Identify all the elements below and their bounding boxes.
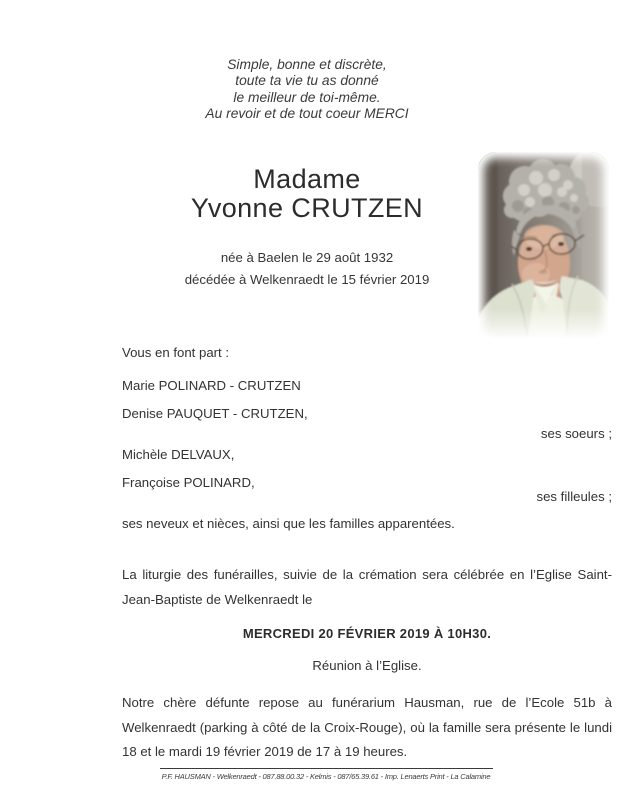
goddaughter-name: Françoise POLINARD, <box>122 475 255 490</box>
epitaph <box>0 57 614 123</box>
sister-name: Denise PAUQUET - CRUTZEN, <box>122 406 308 421</box>
sisters-label: ses soeurs ; <box>540 426 612 441</box>
ceremony-datetime: MERCREDI 20 FÉVRIER 2019 À 10H30. <box>242 626 492 641</box>
announcement-intro: Vous en font part : <box>122 345 230 360</box>
meeting-line: Réunion à l’Eglise. <box>312 658 422 673</box>
relatives-line: ses neveux et nièces, ainsi que les familles apparentées. <box>122 516 455 531</box>
epitaph-line-1: Simple, bonne et discrète, <box>227 57 387 72</box>
deceased-name: Yvonne CRUTZEN <box>190 193 424 223</box>
footer-divider <box>160 768 493 769</box>
birth-line: née à Baelen le 29 août 1932 <box>220 250 394 265</box>
sister-name: Marie POLINARD - CRUTZEN <box>122 378 301 393</box>
goddaughter-name: Michèle DELVAUX, <box>122 447 235 462</box>
liturgy-paragraph: La liturgie des funérailles, suivie de la crémation sera célébrée en l’Eglise Saint-Jean-Baptiste de Welkenraedt le <box>122 567 612 607</box>
portrait-photo <box>478 152 609 345</box>
goddaughters-label: ses filleules ; <box>536 489 612 504</box>
epitaph-line-4: Au revoir et de tout coeur MERCI <box>205 106 409 122</box>
death-line: décédée à Welkenraedt le 15 février 2019 <box>184 272 430 287</box>
deceased-honorific: Madame <box>253 164 361 194</box>
epitaph-line-3: le meilleur de toi-même. <box>233 89 381 105</box>
epitaph-line-2: toute ta vie tu as donné <box>235 73 379 89</box>
portrait-illustration <box>478 152 609 345</box>
funeral-home-footer: P.F. HAUSMAN - Welkenraedt - 087.88.00.32 - Kelmis - 087/65.39.61 - Imp. Lenaerts Print - La Calamine <box>161 772 491 781</box>
visitation-paragraph: Notre chère défunte repose au funérarium Hausman, rue de l’Ecole 51b à Welkenraedt (parking à côté de la Croix-Rouge), où la famille sera présente le lundi 18 et le mardi 19 février 2019 de 17 à 19 heures. <box>122 695 612 759</box>
